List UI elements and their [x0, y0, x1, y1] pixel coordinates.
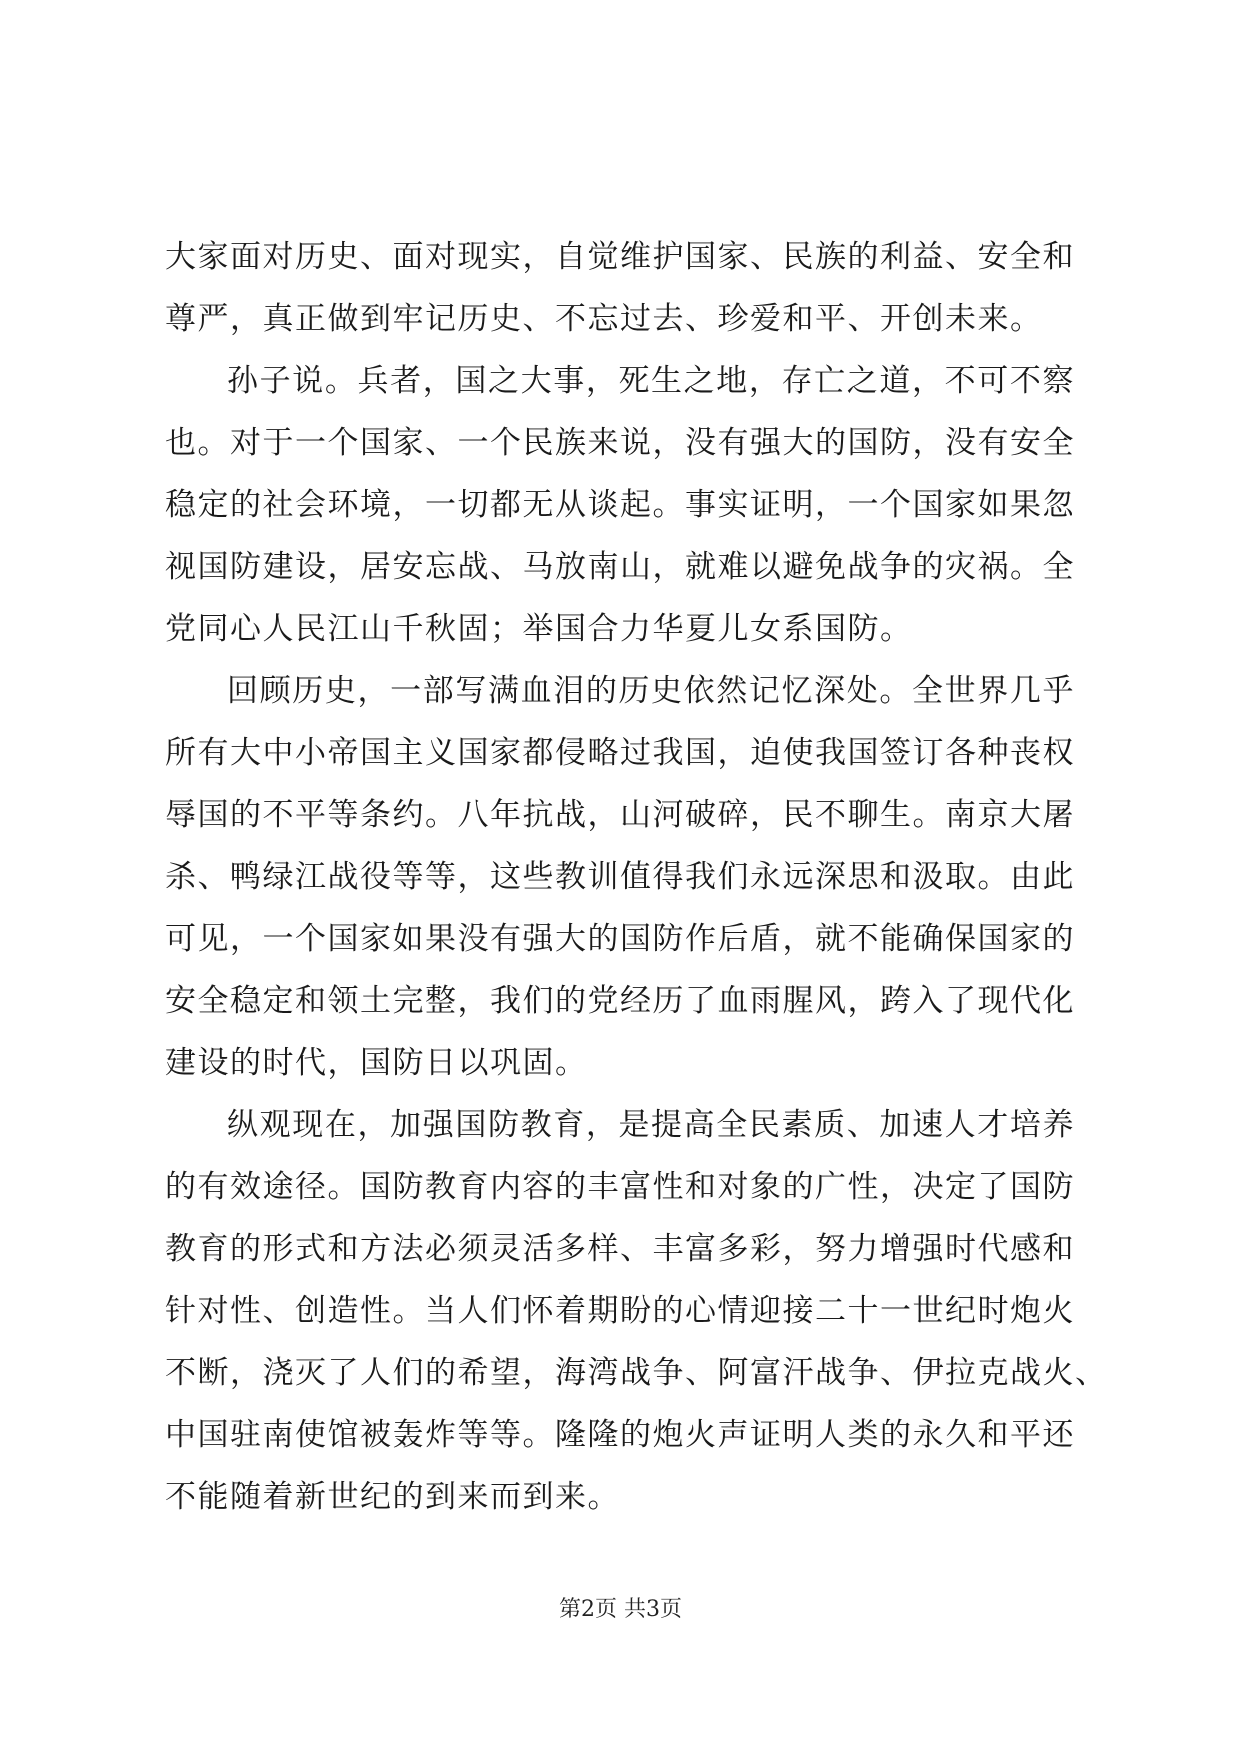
paragraph [165, 350, 1075, 660]
document-body [165, 226, 1108, 1528]
text-line: 建设的时代，国防日以巩固。 [165, 1045, 588, 1081]
paragraph [165, 660, 1075, 1094]
text-line: 杀、鸭绿江战役等等，这些教训值得我们永远深思和汲取。由此 [165, 859, 1075, 895]
paragraph [165, 226, 1075, 350]
text-line: 辱国的不平等条约。八年抗战，山河破碎，民不聊生。南京大屠 [165, 797, 1075, 833]
text-line: 所有大中小帝国主义国家都侵略过我国，迫使我国签订各种丧权 [165, 735, 1075, 771]
text-line: 视国防建设，居安忘战、马放南山，就难以避免战争的灾祸。全 [165, 549, 1075, 585]
text-line: 安全稳定和领土完整，我们的党经历了血雨腥风，跨入了现代化 [165, 983, 1075, 1019]
text-line: 的有效途径。国防教育内容的丰富性和对象的广性，决定了国防 [165, 1169, 1075, 1205]
paragraph [165, 1094, 1108, 1528]
text-line: 也。对于一个国家、一个民族来说，没有强大的国防，没有安全 [165, 425, 1075, 461]
text-line: 纵观现在，加强国防教育，是提高全民素质、加速人才培养 [227, 1107, 1075, 1143]
text-line: 稳定的社会环境，一切都无从谈起。事实证明，一个国家如果忽 [165, 487, 1075, 523]
text-line: 大家面对历史、面对现实，自觉维护国家、民族的利益、安全和 [165, 239, 1075, 275]
text-line: 孙子说。兵者，国之大事，死生之地，存亡之道，不可不察 [227, 363, 1075, 399]
text-line: 不能随着新世纪的到来而到来。 [165, 1479, 620, 1515]
text-line: 教育的形式和方法必须灵活多样、丰富多彩，努力增强时代感和 [165, 1231, 1075, 1267]
text-line: 针对性、创造性。当人们怀着期盼的心情迎接二十一世纪时炮火 [165, 1293, 1075, 1329]
text-line: 回顾历史，一部写满血泪的历史依然记忆深处。全世界几乎 [227, 673, 1075, 709]
text-line: 党同心人民江山千秋固；举国合力华夏儿女系国防。 [165, 611, 913, 647]
page-footer: 第2页 共3页 [559, 1597, 682, 1622]
text-line: 不断，浇灭了人们的希望，海湾战争、阿富汗战争、伊拉克战火、 [165, 1355, 1108, 1391]
text-line: 中国驻南使馆被轰炸等等。隆隆的炮火声证明人类的永久和平还 [165, 1417, 1075, 1453]
text-line: 可见，一个国家如果没有强大的国防作后盾，就不能确保国家的 [165, 921, 1075, 957]
text-line: 尊严，真正做到牢记历史、不忘过去、珍爱和平、开创未来。 [165, 301, 1043, 337]
